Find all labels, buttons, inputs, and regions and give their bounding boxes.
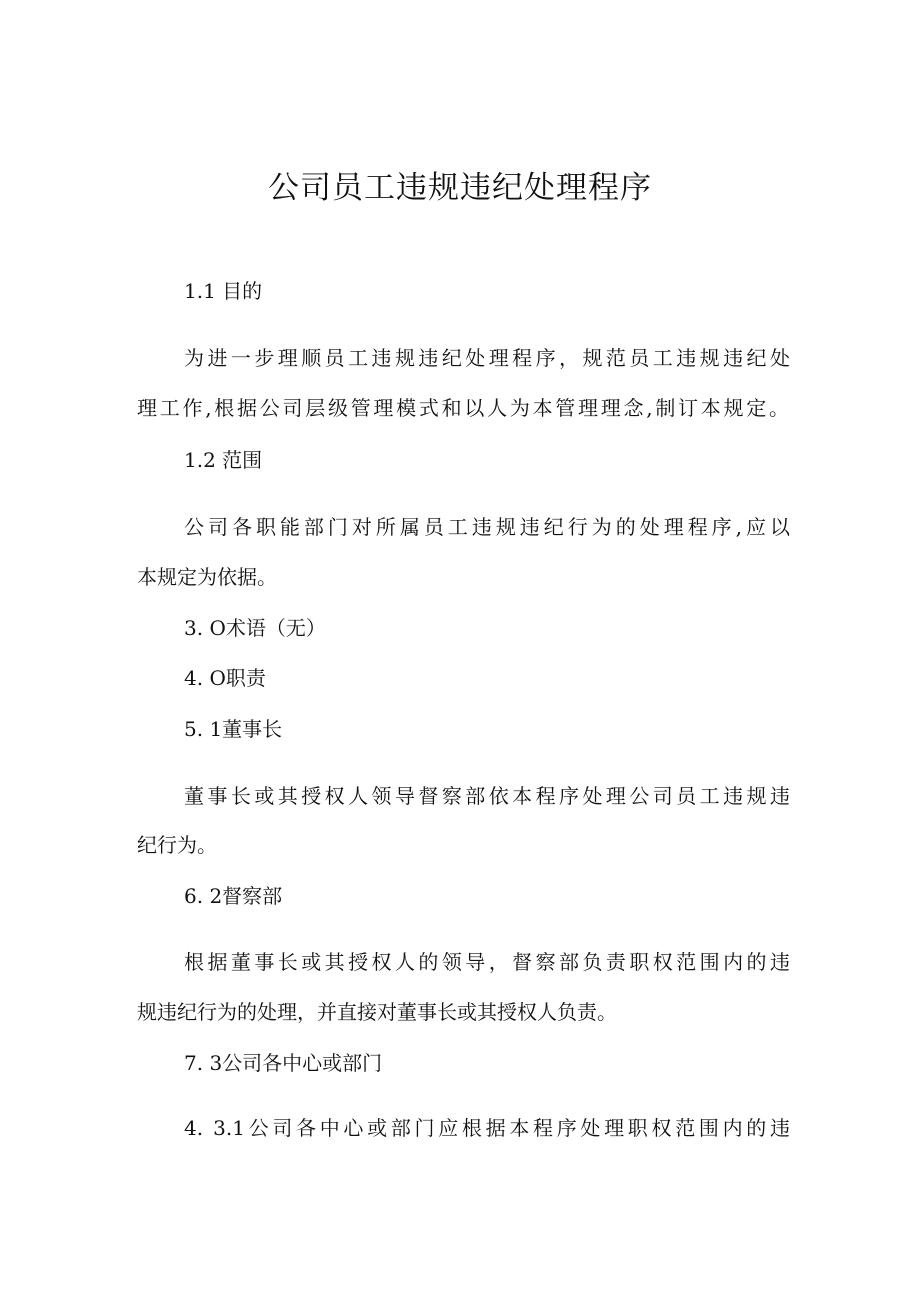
paragraph-chairman-line-1: 董事长或其授权人领导督察部依本程序处理公司员工违规违 xyxy=(184,784,790,808)
section-heading-scope: 1.2 范围 xyxy=(184,448,263,472)
paragraph-scope-line-2: 本规定为依据。 xyxy=(137,565,277,589)
section-heading-supervision: 6. 2督察部 xyxy=(184,884,283,908)
section-heading-chairman: 5. 1董事长 xyxy=(184,717,283,741)
paragraph-centers-line-1: 4. 3.1公司各中心或部门应根据本程序处理职权范围内的违 xyxy=(184,1116,790,1140)
paragraph-chairman-line-2: 纪行为。 xyxy=(137,833,217,857)
paragraph-supervision-line-1: 根据董事长或其授权人的领导，督察部负责职权范围内的违 xyxy=(184,950,790,974)
section-heading-terms: 3. O术语（无） xyxy=(184,616,326,640)
paragraph-scope-line-1: 公司各职能部门对所属员工违规违纪行为的处理程序,应以 xyxy=(184,515,790,539)
section-heading-duties: 4. O职责 xyxy=(184,666,266,690)
paragraph-supervision-line-2: 规违纪行为的处理，并直接对董事长或其授权人负责。 xyxy=(137,1000,617,1024)
document-title: 公司员工违规违纪处理程序 xyxy=(268,170,652,206)
paragraph-purpose-line-2: 理工作,根据公司层级管理模式和以人为本管理理念,制订本规定。 xyxy=(137,396,789,420)
section-heading-purpose: 1.1 目的 xyxy=(184,279,263,303)
paragraph-purpose-line-1: 为进一步理顺员工违规违纪处理程序，规范员工违规违纪处 xyxy=(184,346,790,370)
section-heading-centers: 7. 3公司各中心或部门 xyxy=(184,1051,383,1075)
